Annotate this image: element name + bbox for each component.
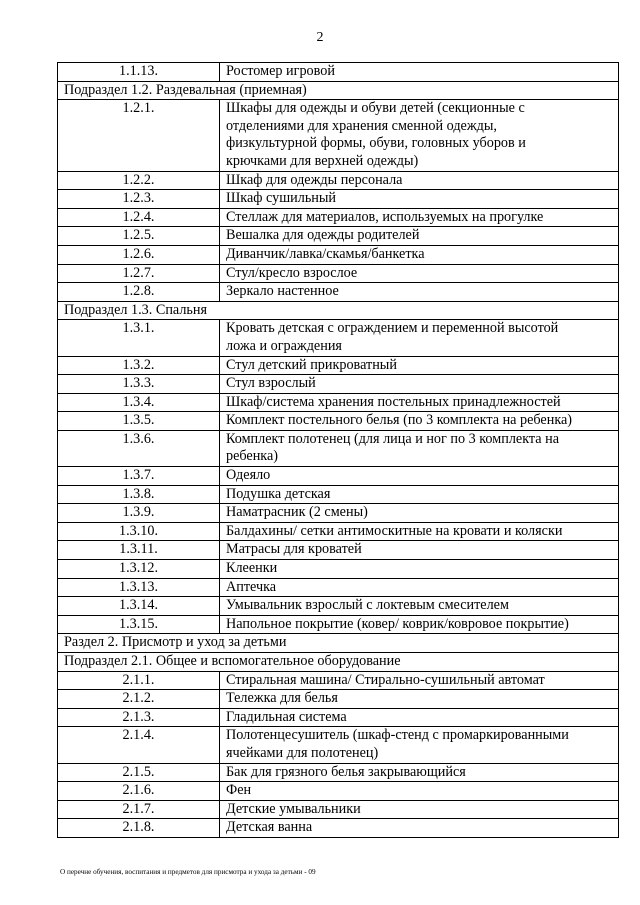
item-name: Бак для грязного белья закрывающийся [220, 763, 619, 782]
table-row [58, 727, 619, 763]
item-number: 2.1.1. [58, 671, 220, 690]
table-row [58, 208, 619, 227]
table-row [58, 800, 619, 819]
item-number: 1.3.5. [58, 412, 220, 431]
page-number: 2 [316, 30, 324, 45]
item-number: 1.2.7. [58, 264, 220, 283]
item-name-line: Шкафы для одежды и обуви детей (секционные с [226, 100, 525, 117]
table-row [58, 708, 619, 727]
table-row [58, 264, 619, 283]
table-row [58, 522, 619, 541]
table-row [58, 356, 619, 375]
table-row [58, 615, 619, 634]
equipment-table-body [58, 63, 619, 838]
item-name: Наматрасник (2 смены) [220, 504, 619, 523]
item-name: Комплект постельного белья (по 3 комплекта на ребенка) [220, 412, 619, 431]
item-number: 2.1.7. [58, 800, 220, 819]
item-number: 1.3.11. [58, 541, 220, 560]
table-row [58, 100, 619, 171]
table-row [58, 412, 619, 431]
table-row [58, 190, 619, 209]
item-name: Фен [220, 782, 619, 801]
item-number: 1.2.4. [58, 208, 220, 227]
item-name-line: Комплект полотенец (для лица и ног по 3 комплекта на [226, 430, 560, 447]
table-row [58, 283, 619, 302]
item-number: 2.1.5. [58, 763, 220, 782]
table-row [58, 485, 619, 504]
section-heading: Подраздел 1.3. Спальня [58, 301, 619, 320]
item-number: 1.3.1. [58, 320, 220, 356]
item-number: 1.3.14. [58, 597, 220, 616]
section-row [58, 81, 619, 100]
section-row [58, 634, 619, 653]
table-row [58, 597, 619, 616]
item-name: Аптечка [220, 578, 619, 597]
item-name: Шкаф/система хранения постельных принадлежностей [220, 393, 619, 412]
item-number: 1.3.4. [58, 393, 220, 412]
table-row [58, 245, 619, 264]
table-row [58, 320, 619, 356]
item-name: Умывальник взрослый с локтевым смесителем [220, 597, 619, 616]
table-row [58, 782, 619, 801]
item-name: Тележка для белья [220, 690, 619, 709]
table-row [58, 541, 619, 560]
table-row [58, 171, 619, 190]
item-number: 1.2.5. [58, 227, 220, 246]
section-heading: Подраздел 1.2. Раздевальная (приемная) [58, 81, 619, 100]
item-name: Диванчик/лавка/скамья/банкетка [220, 245, 619, 264]
item-name-line: физкультурной формы, обуви, головных уборов и [226, 135, 526, 152]
item-number: 1.3.9. [58, 504, 220, 523]
item-number: 1.3.15. [58, 615, 220, 634]
item-name-line: Кровать детская с ограждением и переменной высотой [226, 320, 559, 337]
item-name-line: ребенка) [226, 448, 279, 465]
item-name: Стул/кресло взрослое [220, 264, 619, 283]
item-number: 1.3.10. [58, 522, 220, 541]
item-name: Одеяло [220, 467, 619, 486]
item-name: Стул взрослый [220, 375, 619, 394]
item-name: Балдахины/ сетки антимоскитные на кровати и коляски [220, 522, 619, 541]
item-number: 2.1.6. [58, 782, 220, 801]
item-number: 2.1.8. [58, 819, 220, 838]
table-row [58, 467, 619, 486]
item-name: Напольное покрытие (ковер/ коврик/ковровое покрытие) [220, 615, 619, 634]
item-name [220, 727, 619, 763]
item-name: Шкаф для одежды персонала [220, 171, 619, 190]
section-row [58, 301, 619, 320]
item-number: 1.2.6. [58, 245, 220, 264]
table-row [58, 578, 619, 597]
table-row [58, 690, 619, 709]
item-name-line: Полотенцесушитель (шкаф-стенд с промаркированными [226, 727, 569, 744]
item-name: Матрасы для кроватей [220, 541, 619, 560]
table-row [58, 504, 619, 523]
item-number: 1.3.2. [58, 356, 220, 375]
table-row [58, 63, 619, 82]
section-heading: Подраздел 2.1. Общее и вспомогательное оборудование [58, 653, 619, 672]
equipment-table [57, 62, 619, 838]
item-name: Детская ванна [220, 819, 619, 838]
table-row [58, 671, 619, 690]
item-name: Детские умывальники [220, 800, 619, 819]
item-name-line: ячейками для полотенец) [226, 744, 379, 761]
item-name: Стеллаж для материалов, используемых на прогулке [220, 208, 619, 227]
footer-text: О перечне обучения, воспитания и предметов для присмотра и ухода за детьми - 09 [60, 868, 316, 876]
item-name: Ростомер игровой [220, 63, 619, 82]
item-name [220, 430, 619, 466]
section-row [58, 653, 619, 672]
item-number: 1.3.12. [58, 560, 220, 579]
item-number: 2.1.4. [58, 727, 220, 763]
item-number: 1.1.13. [58, 63, 220, 82]
item-number: 1.3.13. [58, 578, 220, 597]
item-number: 1.3.8. [58, 485, 220, 504]
item-name: Шкаф сушильный [220, 190, 619, 209]
item-name: Вешалка для одежды родителей [220, 227, 619, 246]
item-number: 1.3.7. [58, 467, 220, 486]
item-name: Подушка детская [220, 485, 619, 504]
table-row [58, 819, 619, 838]
table-row [58, 375, 619, 394]
item-number: 1.2.8. [58, 283, 220, 302]
table-row [58, 227, 619, 246]
table-row [58, 430, 619, 466]
item-name: Клеенки [220, 560, 619, 579]
item-number: 2.1.3. [58, 708, 220, 727]
item-number: 1.2.1. [58, 100, 220, 171]
item-name [220, 100, 619, 171]
item-number: 1.2.3. [58, 190, 220, 209]
item-number: 1.2.2. [58, 171, 220, 190]
item-name: Стул детский прикроватный [220, 356, 619, 375]
item-name: Зеркало настенное [220, 283, 619, 302]
section-heading: Раздел 2. Присмотр и уход за детьми [58, 634, 619, 653]
item-name-line: ложа и ограждения [226, 337, 342, 354]
item-name: Стиральная машина/ Стирально-сушильный автомат [220, 671, 619, 690]
item-name-line: отделениями для хранения сменной одежды, [226, 117, 497, 134]
item-name: Гладильная система [220, 708, 619, 727]
table-row [58, 763, 619, 782]
item-number: 1.3.6. [58, 430, 220, 466]
item-name-line: крючками для верхней одежды) [226, 152, 419, 169]
table-row [58, 393, 619, 412]
item-name [220, 320, 619, 356]
item-number: 2.1.2. [58, 690, 220, 709]
item-number: 1.3.3. [58, 375, 220, 394]
table-row [58, 560, 619, 579]
